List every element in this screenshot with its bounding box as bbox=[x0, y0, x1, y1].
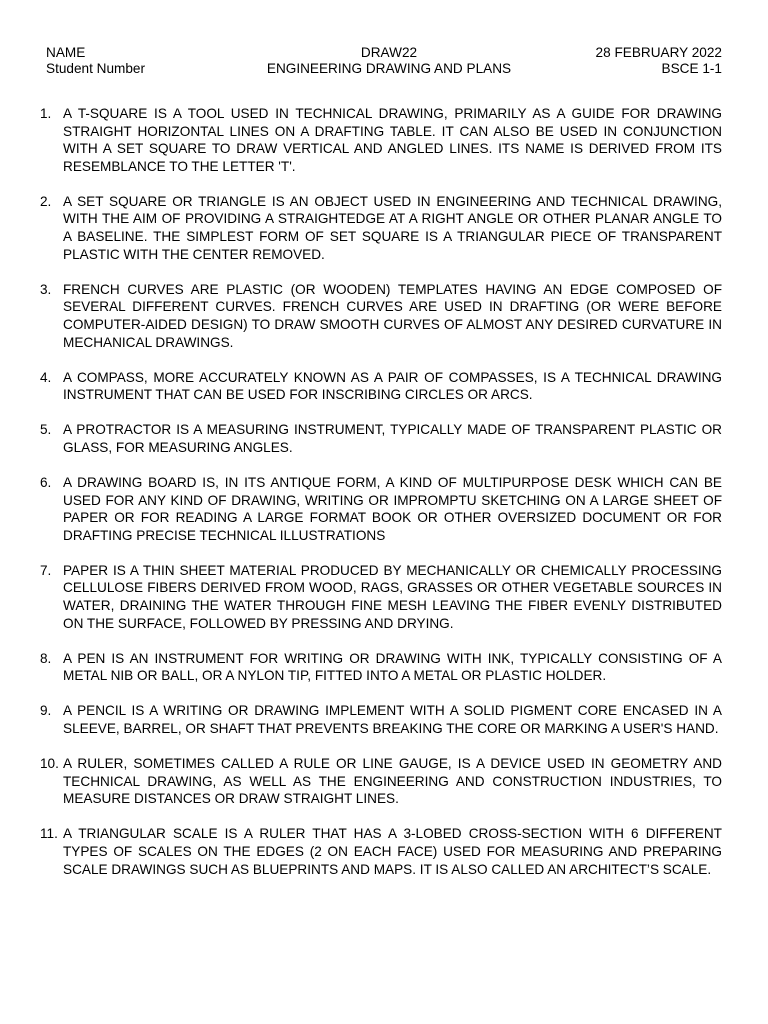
list-item bbox=[40, 369, 722, 404]
section-code: BSCE 1-1 bbox=[661, 61, 722, 76]
item-text: A RULER, SOMETIMES CALLED A RULE OR LINE GAUGE, IS A DEVICE USED IN GEOMETRY AND TECHNICAL DRAWING, AS WELL AS THE ENGINEERING AND CONSTRUCTION INDUSTRIES, TO MEASURE DISTANCES OR DRAW STRAIGHT LINES. bbox=[63, 756, 722, 807]
item-number: 7. bbox=[40, 562, 52, 578]
item-number: 1. bbox=[40, 106, 52, 121]
header-row-1 bbox=[46, 45, 722, 61]
item-number: 4. bbox=[40, 369, 52, 385]
header-row-2 bbox=[46, 61, 722, 77]
list-item bbox=[40, 755, 722, 808]
item-number: 8. bbox=[40, 650, 52, 666]
item-number: 9. bbox=[40, 703, 52, 719]
list-item bbox=[40, 562, 722, 632]
item-text: A TRIANGULAR SCALE IS A RULER THAT HAS A 3-LOBED CROSS-SECTION WITH 6 DIFFERENT TYPES OF SCALES ON THE EDGES (2 ON EACH FACE) USED FOR MEASURING AND PREPARING SCALE DRAWINGS SUCH AS BLUEPRINTS AND MAPS. IT IS ALSO CALLED AN ARCHITECT’S SCALE. bbox=[63, 826, 722, 877]
list-item bbox=[40, 650, 722, 685]
document-header bbox=[46, 45, 722, 77]
item-number: 3. bbox=[40, 281, 52, 297]
item-text: A PEN IS AN INSTRUMENT FOR WRITING OR DRAWING WITH INK, TYPICALLY CONSISTING OF A METAL NIB OR BALL, OR A NYLON TIP, FITTED INTO A METAL OR PLASTIC HOLDER. bbox=[63, 650, 722, 684]
list-item bbox=[40, 193, 722, 263]
student-number-label: Student Number bbox=[46, 61, 145, 76]
item-number: 10. bbox=[40, 756, 59, 772]
item-text: FRENCH CURVES ARE PLASTIC (OR WOODEN) TEMPLATES HAVING AN EDGE COMPOSED OF SEVERAL DIFFERENT CURVES. FRENCH CURVES ARE USED IN DRAFTING (OR WERE BEFORE COMPUTER-AIDED DESIGN) TO DRAW SMOOTH CURVES OF ALMOST ANY DESIRED CURVATURE IN MECHANICAL DRAWINGS. bbox=[63, 281, 722, 350]
item-number: 6. bbox=[40, 475, 52, 490]
course-code: DRAW22 bbox=[360, 45, 418, 60]
item-text: A DRAWING BOARD IS, IN ITS ANTIQUE FORM, A KIND OF MULTIPURPOSE DESK WHICH CAN BE USED FOR ANY KIND OF DRAWING, WRITING OR IMPROMPTU SKETCHING ON A LARGE SHEET OF PAPER OR FOR READING A LARGE FORMAT BOOK OR OTHER OVERSIZED DOCUMENT OR FOR DRAFTING PRECISE TECHNICAL ILLUSTRATIONS bbox=[63, 475, 722, 543]
item-text: A T-SQUARE IS A TOOL USED IN TECHNICAL DRAWING, PRIMARILY AS A GUIDE FOR DRAWING STRAIGHT HORIZONTAL LINES ON A DRAFTING TABLE. IT CAN ALSO BE USED IN CONJUNCTION WITH A SET SQUARE TO DRAW VERTICAL AND ANGLED LINES. ITS NAME IS DERIVED FROM ITS RESEMBLANCE TO THE LETTER 'T'. bbox=[63, 106, 722, 174]
course-title: ENGINEERING DRAWING AND PLANS bbox=[266, 61, 512, 76]
item-text: A COMPASS, MORE ACCURATELY KNOWN AS A PAIR OF COMPASSES, IS A TECHNICAL DRAWING INSTRUMENT THAT CAN BE USED FOR INSCRIBING CIRCLES OR ARCS. bbox=[63, 369, 722, 403]
item-number: 5. bbox=[40, 422, 52, 438]
list-item bbox=[40, 281, 722, 351]
list-item bbox=[40, 702, 722, 737]
name-label: NAME bbox=[46, 45, 86, 60]
item-number: 11. bbox=[40, 826, 58, 842]
item-text: A PROTRACTOR IS A MEASURING INSTRUMENT, TYPICALLY MADE OF TRANSPARENT PLASTIC OR GLASS, FOR MEASURING ANGLES. bbox=[63, 422, 722, 455]
list-item bbox=[40, 105, 722, 175]
item-text: A PENCIL IS A WRITING OR DRAWING IMPLEMENT WITH A SOLID PIGMENT CORE ENCASED IN A SLEEVE, BARREL, OR SHAFT THAT PREVENTS BREAKING THE CORE OR MARKING A USER'S HAND. bbox=[63, 703, 722, 737]
definitions-list bbox=[40, 105, 722, 896]
document-date: 28 FEBRUARY 2022 bbox=[595, 45, 722, 60]
item-text: PAPER IS A THIN SHEET MATERIAL PRODUCED BY MECHANICALLY OR CHEMICALLY PROCESSING CELLULOSE FIBERS DERIVED FROM WOOD, RAGS, GRASSES OR OTHER VEGETABLE SOURCES IN WATER, DRAINING THE WATER THROUGH FINE MESH LEAVING THE FIBER EVENLY DISTRIBUTED ON THE SURFACE, FOLLOWED BY PRESSING AND DRYING. bbox=[63, 562, 722, 631]
list-item bbox=[40, 474, 722, 544]
item-text: A SET SQUARE OR TRIANGLE IS AN OBJECT USED IN ENGINEERING AND TECHNICAL DRAWING, WITH THE AIM OF PROVIDING A STRAIGHTEDGE AT A RIGHT ANGLE OR OTHER PLANAR ANGLE TO A BASELINE. THE SIMPLEST FORM OF SET SQUARE IS A TRIANGULAR PIECE OF TRANSPARENT PLASTIC WITH THE CENTER REMOVED. bbox=[63, 193, 722, 262]
list-item bbox=[40, 825, 722, 878]
item-number: 2. bbox=[40, 193, 52, 209]
list-item bbox=[40, 421, 722, 456]
